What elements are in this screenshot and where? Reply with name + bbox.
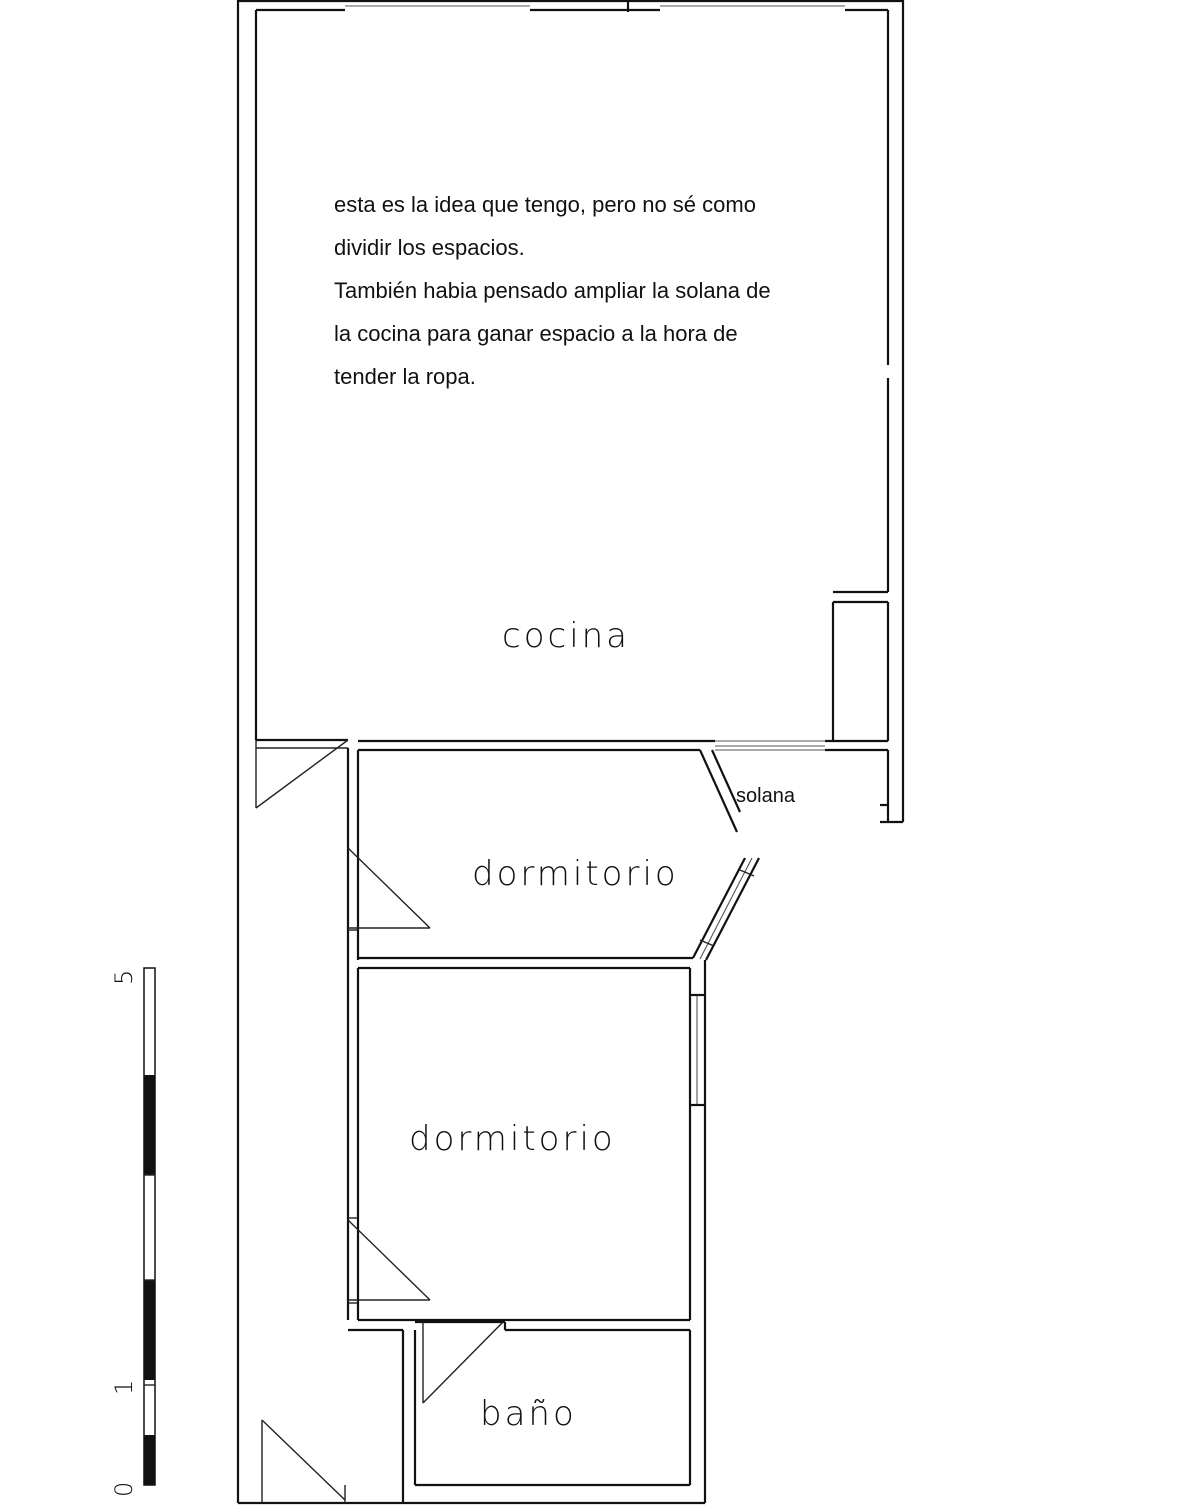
- room-label-dormitorio-2: dormitorio: [409, 1119, 616, 1159]
- scale-label-1: 1: [110, 1379, 138, 1395]
- note-line-1: esta es la idea que tengo, pero no sé como: [334, 192, 756, 217]
- bedroom-1-walls: [358, 958, 693, 968]
- scale-segment-dark-2: [144, 1280, 155, 1380]
- scale-label-5: 5: [110, 969, 138, 985]
- solana-walls: [693, 750, 759, 960]
- note-line-3: También habia pensado ampliar la solana de: [334, 278, 771, 303]
- room-label-dormitorio-1: dormitorio: [472, 854, 679, 894]
- note-block: [334, 192, 771, 389]
- note-line-4: la cocina para ganar espacio a la hora de: [334, 321, 738, 346]
- scale-segment-dark-1: [144, 1075, 155, 1175]
- room-label-cocina: cocina: [502, 616, 631, 656]
- scale-label-0: 0: [110, 1481, 138, 1497]
- entrance-door: [262, 1420, 345, 1503]
- scale-bar: [110, 968, 155, 1497]
- note-line-5: tender la ropa.: [334, 364, 476, 389]
- room-label-solana: solana: [736, 785, 795, 807]
- corridor-walls: [348, 748, 430, 1320]
- note-line-2: dividir los espacios.: [334, 235, 525, 260]
- room-label-bano: baño: [480, 1394, 577, 1434]
- outer-walls: [238, 0, 903, 1503]
- scale-segment-dark-3: [144, 1435, 155, 1485]
